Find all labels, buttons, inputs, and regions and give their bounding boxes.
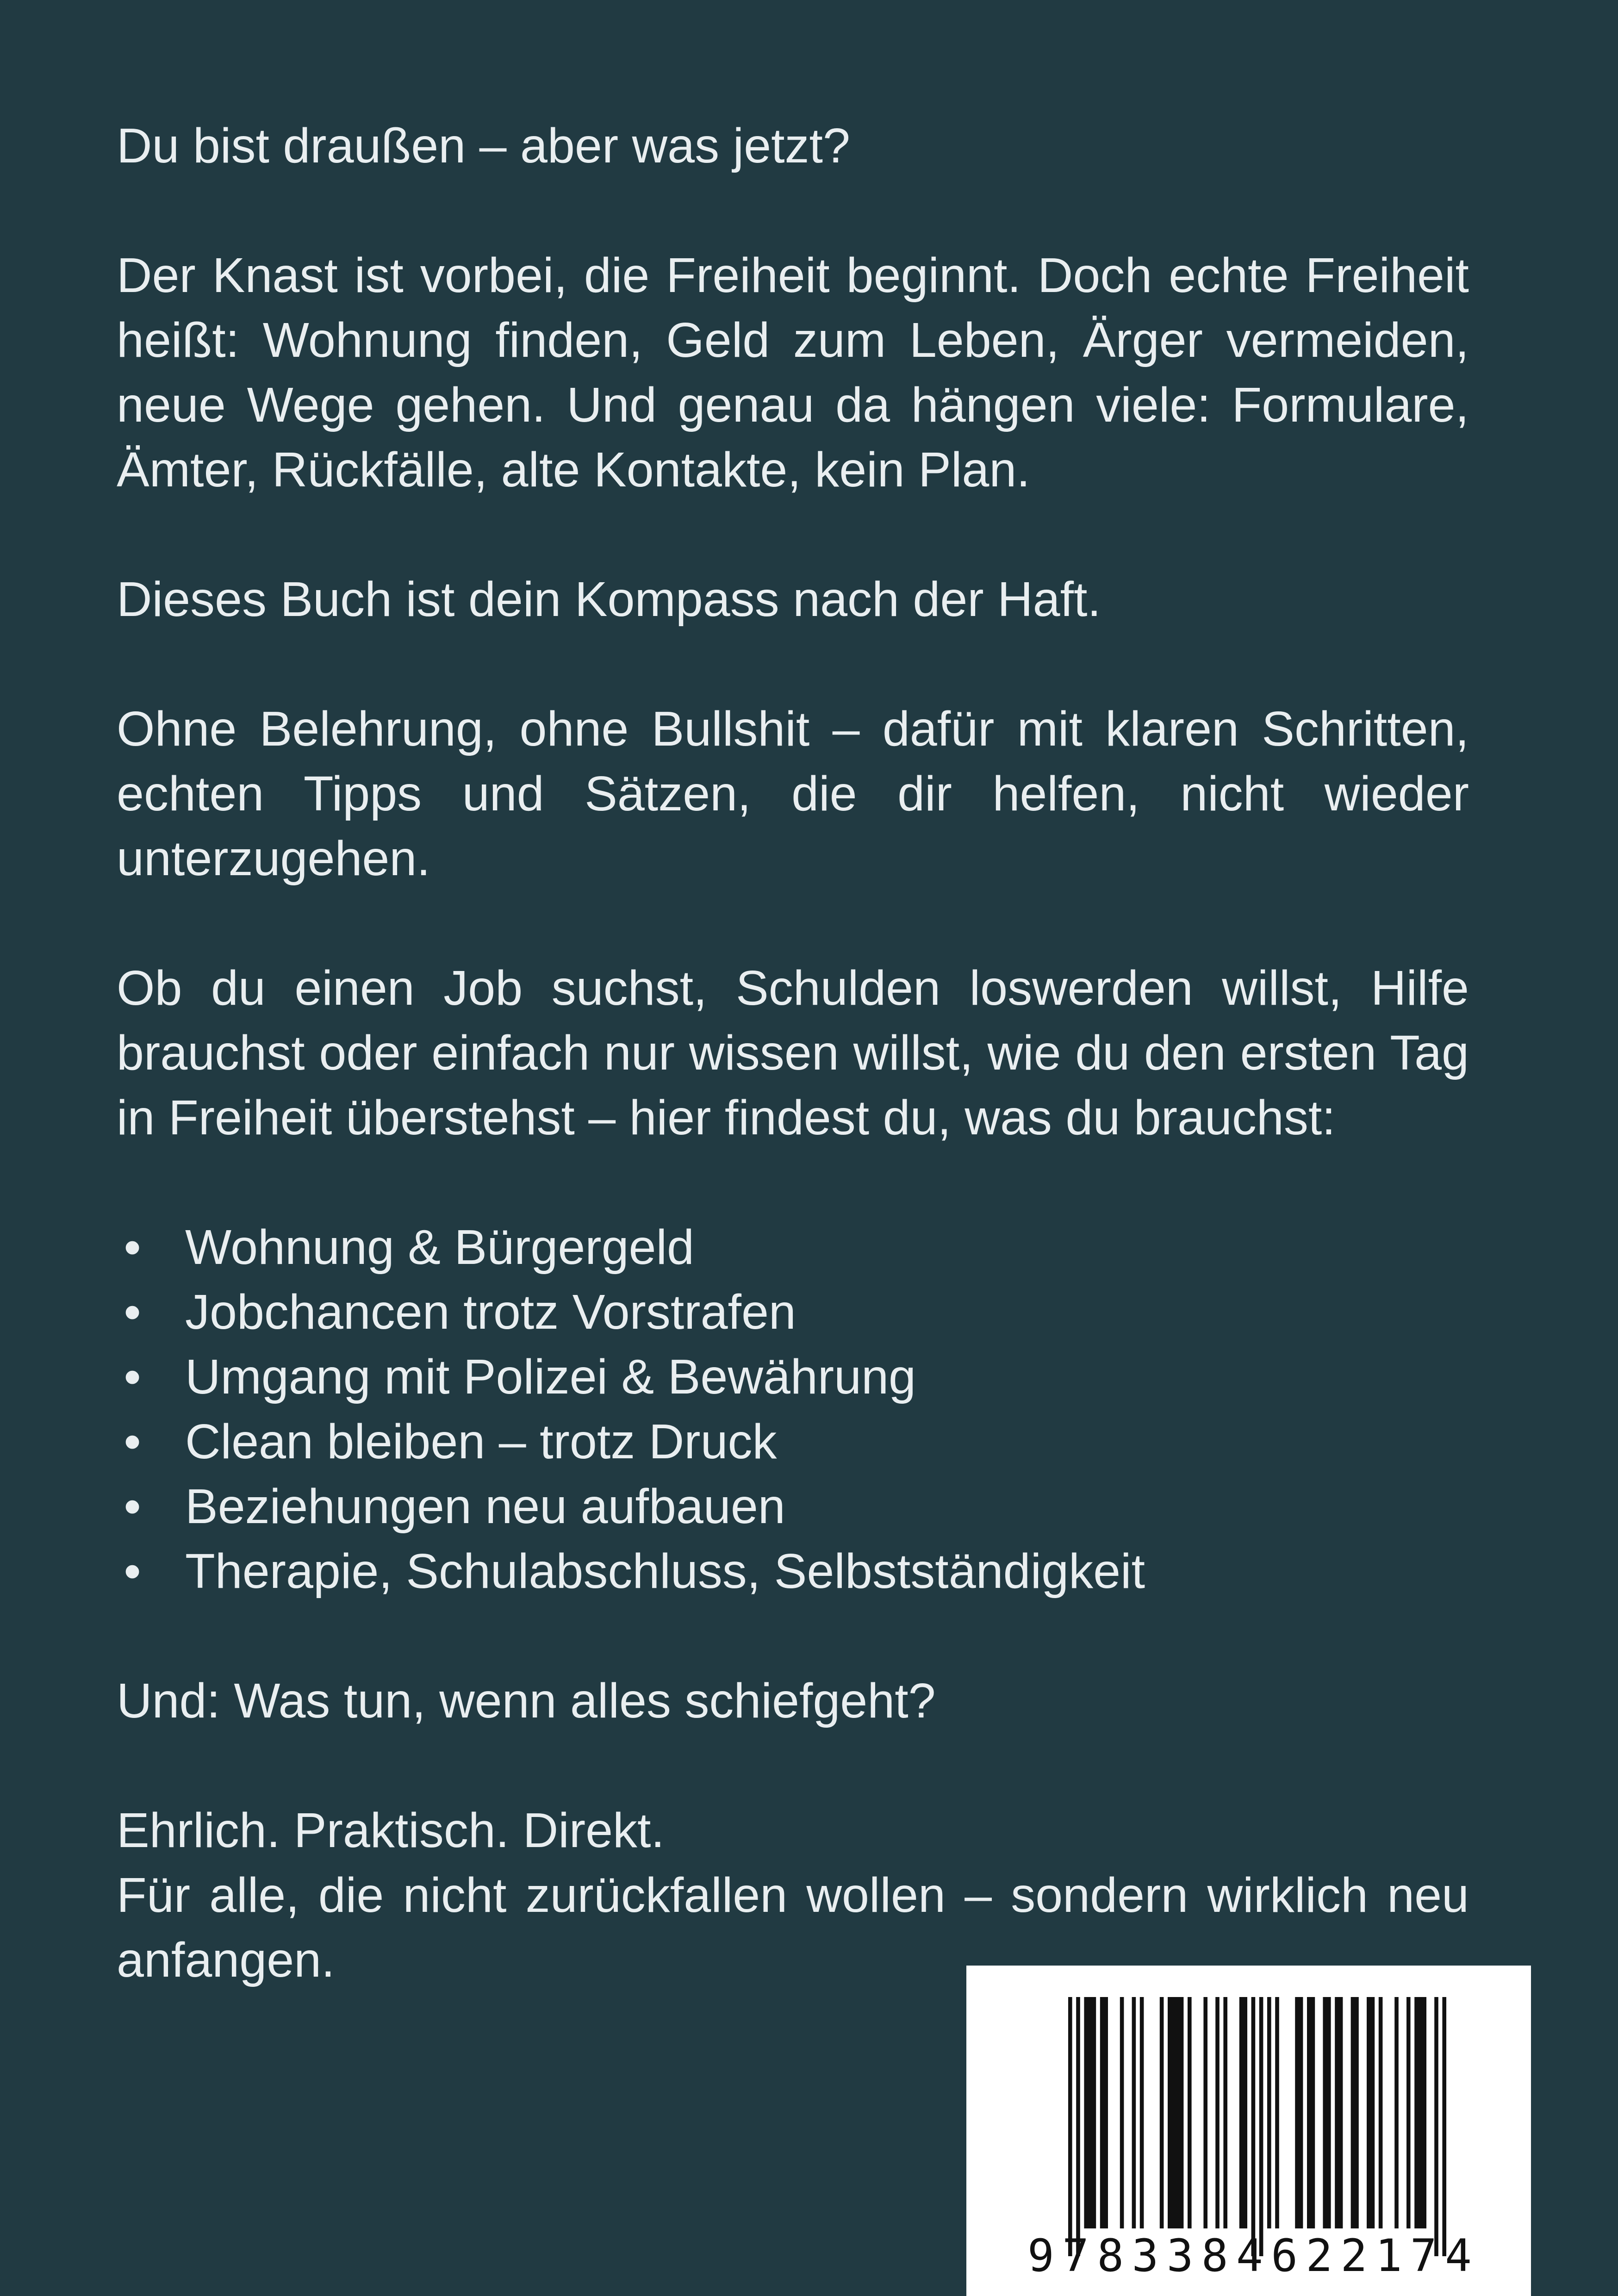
isbn-digit: 4 xyxy=(1445,2230,1472,2282)
isbn-digit: 7 xyxy=(1410,2230,1437,2282)
barcode-bar xyxy=(1203,1997,1207,2228)
topic-label: Clean bleiben – trotz Druck xyxy=(185,1414,777,1469)
isbn-digit: 9 xyxy=(1027,2230,1054,2282)
barcode-bar xyxy=(1188,1997,1192,2228)
barcode-bar xyxy=(1406,1997,1411,2228)
bullet-icon: • xyxy=(124,1414,141,1469)
isbn-number xyxy=(1027,2230,1472,2281)
barcode-bar xyxy=(1132,1997,1136,2228)
barcode-bar xyxy=(1295,1997,1303,2228)
bullet-icon: • xyxy=(124,1479,141,1534)
isbn-digit: 6 xyxy=(1271,2230,1298,2282)
barcode-bar xyxy=(1068,1997,1072,2256)
barcode-bar xyxy=(1223,1997,1227,2228)
barcode-bar xyxy=(1140,1997,1144,2228)
barcode-bar xyxy=(1323,1997,1331,2228)
barcode-bar xyxy=(1335,1997,1343,2228)
topic-label: Jobchancen trotz Vorstrafen xyxy=(185,1285,796,1339)
list-item xyxy=(117,1409,1469,1474)
isbn-barcode xyxy=(966,1966,1531,2296)
compass-line: Dieses Buch ist dein Kompass nach der Haft. xyxy=(117,572,1101,627)
intro-paragraph: Der Knast ist vorbei, die Freiheit beginnt. Doch echte Freiheit heißt: Wohnung finden, Geld zum Leben, Ärger vermeiden, neue Wege gehen. Und genau da hängen viele: Formulare, Ämter, Rückfälle, alte Kontakte, kein Plan. xyxy=(117,248,1469,497)
isbn-digit: 2 xyxy=(1306,2230,1333,2282)
barcode-bar xyxy=(1267,1997,1271,2228)
tagline: Ehrlich. Praktisch. Direkt. xyxy=(117,1803,665,1858)
topic-label: Therapie, Schulabschluss, Selbstständigkeit xyxy=(185,1544,1145,1599)
barcode-bar xyxy=(1379,1997,1383,2228)
barcode-bar xyxy=(1275,1997,1279,2228)
topic-label: Wohnung & Bürgergeld xyxy=(185,1220,695,1275)
barcode-bar xyxy=(1394,1997,1399,2228)
barcode-bar xyxy=(1307,1997,1315,2228)
isbn-digit: 7 xyxy=(1062,2230,1089,2282)
promise-paragraph: Ohne Belehrung, ohne Bullshit – dafür mit klaren Schritten, echten Tipps und Sätzen, die dir helfen, nicht wieder unterzugehen. xyxy=(117,702,1469,886)
isbn-digit: 8 xyxy=(1097,2230,1124,2282)
barcode-bar xyxy=(1084,1997,1096,2228)
barcode-bar xyxy=(1120,1997,1124,2228)
barcode-bar xyxy=(1367,1997,1375,2228)
barcode-bar xyxy=(1076,1997,1080,2256)
barcode-bar xyxy=(1251,1997,1256,2256)
topic-label: Umgang mit Polizei & Bewährung xyxy=(185,1350,916,1404)
isbn-digit: 2 xyxy=(1340,2230,1368,2282)
barcode-bar xyxy=(1259,1997,1263,2256)
closing-block xyxy=(117,1798,1469,1992)
isbn-digit: 3 xyxy=(1166,2230,1194,2282)
barcode-bar xyxy=(1168,1997,1183,2228)
isbn-digit: 4 xyxy=(1236,2230,1263,2282)
topic-list xyxy=(117,1215,1469,1604)
bullet-icon: • xyxy=(124,1544,141,1599)
bullet-icon: • xyxy=(124,1285,141,1339)
barcode-bar xyxy=(1160,1997,1164,2228)
barcode-bar xyxy=(1434,1997,1438,2256)
back-cover-blurb xyxy=(117,113,1469,1992)
list-item xyxy=(117,1280,1469,1344)
question-line: Und: Was tun, wenn alles schiefgeht? xyxy=(117,1674,936,1728)
closing-sentence: Für alle, die nicht zurückfallen wollen – sondern wirklich neu anfangen. xyxy=(117,1868,1469,1987)
bullet-icon: • xyxy=(124,1350,141,1404)
isbn-digit: 3 xyxy=(1132,2230,1159,2282)
opening-line: Du bist draußen – aber was jetzt? xyxy=(117,118,850,173)
bullet-icon: • xyxy=(124,1220,141,1275)
barcode-bar xyxy=(1414,1997,1426,2228)
barcode-bar xyxy=(1442,1997,1446,2256)
list-item xyxy=(117,1215,1469,1280)
list-item xyxy=(117,1539,1469,1604)
isbn-digit: 1 xyxy=(1375,2230,1402,2282)
list-item xyxy=(117,1344,1469,1409)
barcode-bar xyxy=(1100,1997,1108,2228)
list-item xyxy=(117,1474,1469,1539)
barcode-bar xyxy=(1351,1997,1359,2228)
barcode-bar xyxy=(1239,1997,1247,2228)
isbn-digit: 8 xyxy=(1201,2230,1228,2282)
situations-paragraph: Ob du einen Job suchst, Schulden loswerden willst, Hilfe brauchst oder einfach nur wissen willst, wie du den ersten Tag in Freiheit überstehst – hier findest du, was du brauchst: xyxy=(117,961,1469,1145)
barcode-bar xyxy=(1215,1997,1220,2228)
topic-label: Beziehungen neu aufbauen xyxy=(185,1479,785,1534)
